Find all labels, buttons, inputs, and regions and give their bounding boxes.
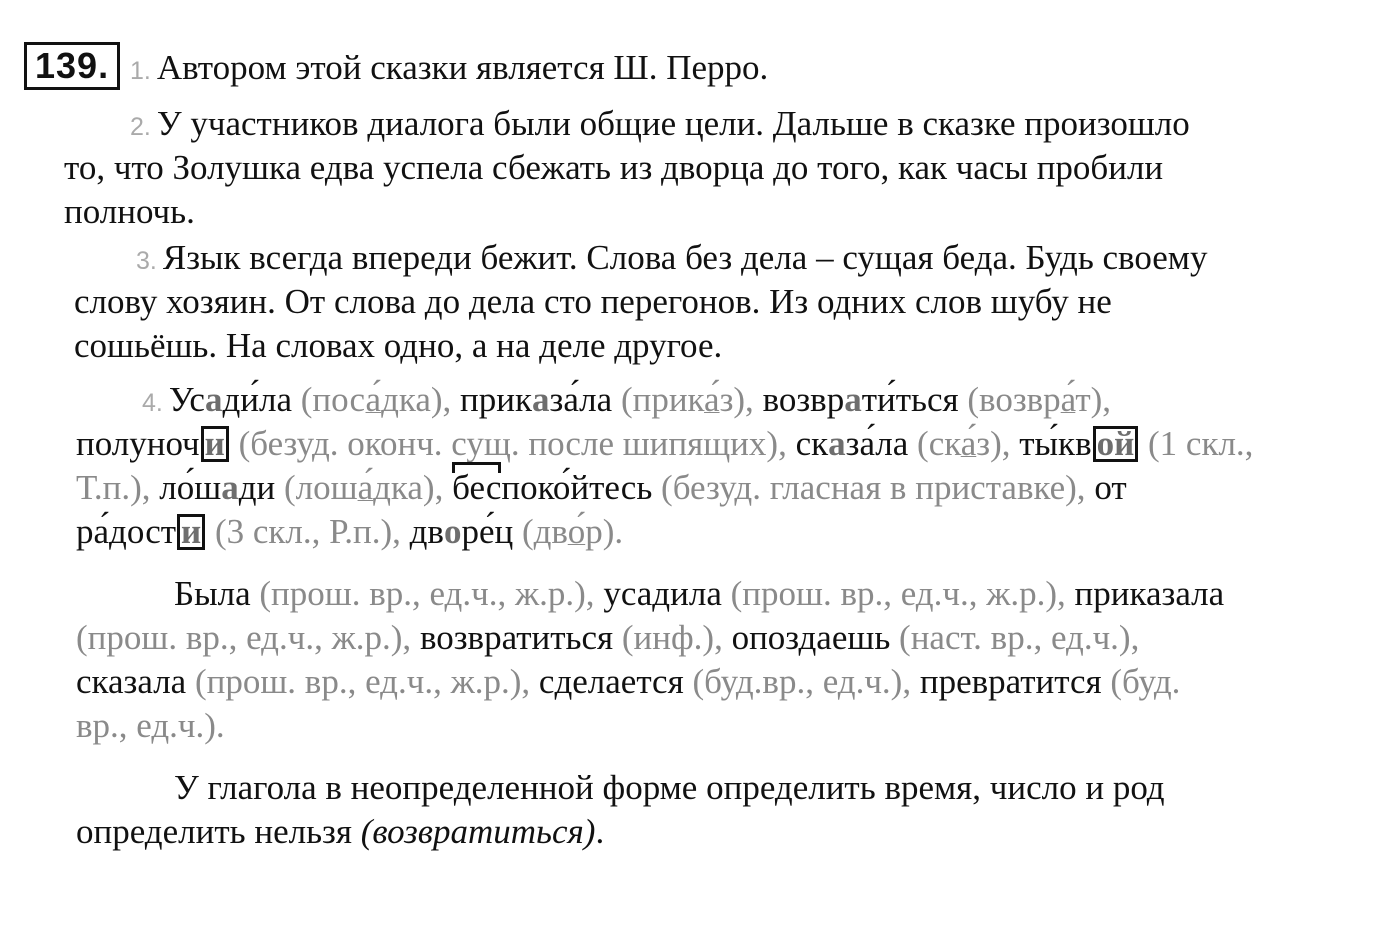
verb-grammar: (прош. вр., ед.ч., ж.р.), — [194, 662, 531, 701]
verb: Была — [174, 574, 251, 613]
verb-grammar: вр., ед.ч.). — [76, 706, 225, 745]
conclusion-line-1: У глагола в неопределенной форме определить время, число и род — [174, 768, 1165, 807]
verbs-line-1 — [174, 572, 1224, 616]
conclusion-period: . — [595, 812, 605, 851]
word-usadila: Усади́ла — [168, 380, 293, 419]
check-prikaz: (прика́з), — [620, 380, 754, 419]
verb-grammar: (инф.), — [621, 618, 723, 657]
verb: усадила — [603, 574, 722, 613]
note-radosti: (3 скл., Р.п.), — [214, 512, 401, 551]
word-loshadi: ло́шади — [159, 468, 276, 507]
check-skaz: (ска́з), — [917, 424, 1011, 463]
verb-grammar: (буд.вр., ед.ч.), — [692, 662, 912, 701]
item-3-text-line-1: Язык всегда впереди бежит. Слова без дела – сущая беда. Будь своему — [162, 238, 1208, 277]
item-4-number: 4. — [142, 389, 163, 417]
word-polunochi: полуноч и — [76, 424, 230, 463]
verb-grammar: (прош. вр., ед.ч., ж.р.), — [259, 574, 595, 613]
item-3-line-1 — [136, 236, 1207, 283]
verb-grammar: (буд. — [1110, 662, 1181, 701]
verb: опоздаешь — [731, 618, 891, 657]
item-4-line-2 — [76, 422, 1253, 466]
word-radosti: ра́дост и — [76, 512, 206, 551]
item-1-number: 1. — [130, 57, 151, 85]
check-dvor: (дво́р). — [521, 512, 624, 551]
check-loshadka: (лоша́дка), — [283, 468, 444, 507]
item-4-line-4 — [76, 510, 623, 554]
note-bespokoytes: (безуд. гласная в приставке), — [661, 468, 1086, 507]
verb-grammar: (прош. вр., ед.ч., ж.р.), — [730, 574, 1066, 613]
verb: превратится — [919, 662, 1102, 701]
word-bespokoytes: беспоко́йтесь — [452, 468, 652, 507]
note-tykvoy-case: Т.п.), — [76, 468, 151, 507]
check-vozvrat: (возвра́т), — [967, 380, 1112, 419]
conclusion-text: определить нельзя — [76, 812, 352, 851]
ending-box: и — [201, 426, 229, 462]
verbs-line-4 — [76, 704, 225, 748]
verb-grammar: (прош. вр., ед.ч., ж.р.), — [76, 618, 412, 657]
word-tykvoy: ты́кв ой — [1019, 424, 1139, 463]
item-2-number: 2. — [130, 113, 151, 141]
word-ot: от — [1094, 468, 1127, 507]
word-vozvratitsya: возврати́ться — [762, 380, 959, 419]
exercise-number: 139. — [24, 42, 120, 90]
item-2-text-line-1: У участников диалога были общие цели. Дальше в сказке произошло — [156, 104, 1190, 143]
verb: приказала — [1074, 574, 1225, 613]
note-tykvoy: (1 скл., — [1148, 424, 1254, 463]
verb: сделается — [538, 662, 684, 701]
item-4-line-3 — [76, 466, 1127, 510]
item-3-line-3: сошьёшь. На словах одно, а на деле другое. — [74, 326, 723, 365]
item-4-line-1 — [142, 378, 1111, 425]
word-dvorec: дворе́ц — [409, 512, 514, 551]
conclusion-line-2 — [76, 810, 604, 854]
ending-box: ой — [1093, 426, 1139, 462]
verb-grammar: (наст. вр., ед.ч.), — [899, 618, 1140, 657]
item-2-line-2: то, что Золушка едва успела сбежать из дворца до того, как часы пробили — [64, 148, 1164, 187]
item-2-line-1 — [130, 102, 1190, 149]
conclusion-example: (возвратиться) — [360, 812, 596, 851]
item-3-line-2: слову хозяин. От слова до дела сто перегонов. Из одних слов шубу не — [74, 282, 1112, 321]
verb: возвратиться — [419, 618, 614, 657]
prefix-mark: бес — [452, 466, 501, 510]
check-posadka: (поса́дка), — [300, 380, 452, 419]
word-skazala: сказа́ла — [795, 424, 909, 463]
verb: сказала — [76, 662, 187, 701]
item-2-line-3: полночь. — [64, 192, 195, 231]
verbs-line-3 — [76, 660, 1180, 704]
item-1-text: Автором этой сказки является Ш. Перро. — [156, 48, 769, 87]
ending-box: и — [177, 514, 205, 550]
note-polunochi: (безуд. оконч. сущ. после шипящих), — [238, 424, 787, 463]
verbs-line-2 — [76, 616, 1139, 660]
item-3-number: 3. — [136, 247, 157, 275]
item-1 — [130, 46, 768, 93]
word-prikazala: приказа́ла — [460, 380, 613, 419]
